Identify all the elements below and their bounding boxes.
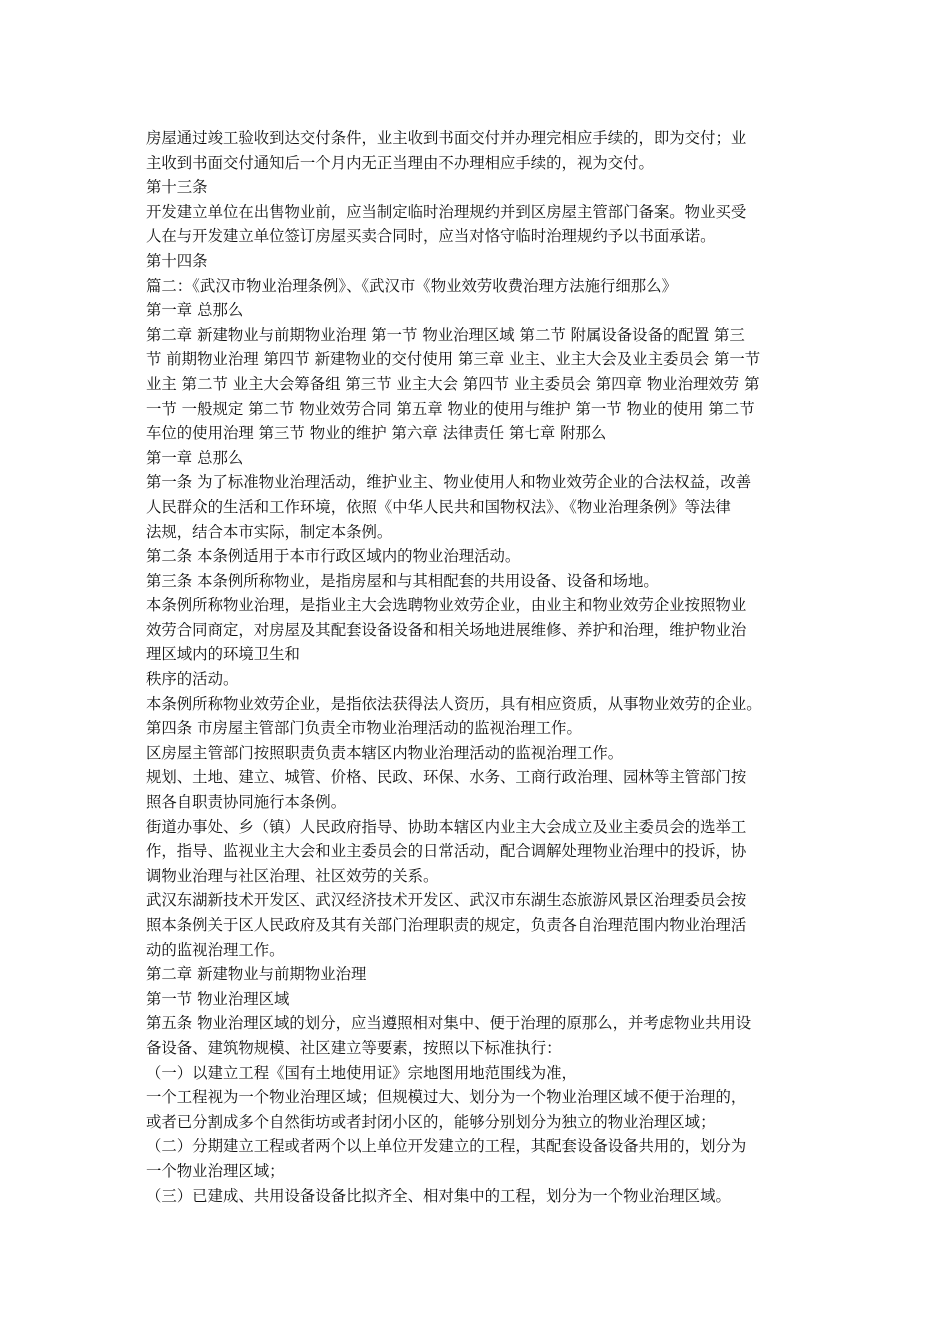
text-line: 篇二：《武汉市物业治理条例》、《武汉市《物业效劳收费治理方法施行细那么》	[146, 276, 677, 295]
text-line: 第一条 为了标准物业治理活动，维护业主、物业使用人和物业效劳企业的合法权益，改善	[146, 473, 752, 492]
text-line: 一节 一般规定 第二节 物业效劳合同 第五章 物业的使用与维护 第一节 物业的使用 第二节	[146, 399, 755, 418]
text-line: 业主 第二节 业主大会筹备组 第三节 业主大会 第四节 业主委员会 第四章 物业治理效劳 第	[146, 374, 760, 393]
text-line: 第十三条	[146, 178, 208, 197]
text-line: 一个工程视为一个物业治理区域；但规模过大、划分为一个物业治理区域不便于治理的，	[146, 1088, 747, 1107]
text-line: 开发建立单位在出售物业前，应当制定临时治理规约并到区房屋主管部门备案。物业买受	[146, 202, 747, 221]
text-line: 第十四条	[146, 251, 208, 270]
text-line: （三）已建成、共用设备设备比拟齐全、相对集中的工程，划分为一个物业治理区域。	[146, 1186, 731, 1205]
text-line: 本条例所称物业效劳企业，是指依法获得法人资历，具有相应资质，从事物业效劳的企业。	[146, 694, 762, 713]
text-line: 武汉东湖新技术开发区、武汉经济技术开发区、武汉市东湖生态旅游风景区治理委员会按	[146, 891, 747, 910]
text-line: 动的监视治理工作。	[146, 940, 285, 959]
text-line: 第二条 本条例适用于本市行政区域内的物业治理活动。	[146, 547, 521, 566]
text-line: （二）分期建立工程或者两个以上单位开发建立的工程，其配套设备设备共用的，划分为	[146, 1137, 747, 1156]
text-line: 第三条 本条例所称物业，是指房屋和与其相配套的共用设备、设备和场地。	[146, 571, 659, 590]
text-line: （一）以建立工程《国有土地使用证》宗地图用地范围线为准，	[146, 1063, 577, 1082]
document-page	[146, 126, 816, 1208]
text-line: 第四条 市房屋主管部门负责全市物业治理活动的监视治理工作。	[146, 719, 582, 738]
text-line: 备设备、建筑物规模、社区建立等要素，按照以下标准执行：	[146, 1038, 562, 1057]
text-line: 或者已分割成多个自然街坊或者封闭小区的，能够分别划分为独立的物业治理区域；	[146, 1112, 716, 1131]
text-line: 人民群众的生活和工作环境，依照《中华人民共和国物权法》、《物业治理条例》等法律	[146, 497, 731, 516]
text-line: 秩序的活动。	[146, 670, 239, 689]
text-line: 第五条 物业治理区域的划分，应当遵照相对集中、便于治理的原那么，并考虑物业共用设	[146, 1014, 752, 1033]
text-line: 街道办事处、乡（镇）人民政府指导、协助本辖区内业主大会成立及业主委员会的选举工	[146, 817, 747, 836]
text-line: 照各自职责协同施行本条例。	[146, 793, 347, 812]
text-line: 第一节 物业治理区域	[146, 989, 290, 1008]
text-line: 规划、土地、建立、城管、价格、民政、环保、水务、工商行政治理、园林等主管部门按	[146, 768, 747, 787]
text-line: 照本条例关于区人民政府及其有关部门治理职责的规定，负责各自治理范围内物业治理活	[146, 916, 747, 934]
text-line: 作，指导、监视业主大会和业主委员会的日常活动，配合调解处理物业治理中的投诉，协	[146, 842, 747, 861]
text-line: 效劳合同商定，对房屋及其配套设备设备和相关场地进展维修、养护和治理，维护物业治	[146, 620, 747, 639]
text-line: 第二章 新建物业与前期物业治理	[146, 965, 367, 984]
text-line: 主收到书面交付通知后一个月内无正当理由不办理相应手续的，视为交付。	[146, 153, 654, 172]
text-line: 调物业治理与社区治理、社区效劳的关系。	[146, 866, 439, 885]
text-line: 第一章 总那么	[146, 301, 244, 320]
text-line: 车位的使用治理 第三节 物业的维护 第六章 法律责任 第七章 附那么	[146, 424, 607, 443]
text-line: 本条例所称物业治理，是指业主大会选聘物业效劳企业，由业主和物业效劳企业按照物业	[146, 596, 747, 615]
text-line: 第二章 新建物业与前期物业治理 第一节 物业治理区域 第二节 附属设备设备的配置 第三	[146, 325, 745, 344]
text-line: 理区域内的环境卫生和	[146, 645, 300, 664]
text-line: 一个物业治理区域；	[146, 1161, 285, 1180]
text-line: 人在与开发建立单位签订房屋买卖合同时，应当对恪守临时治理规约予以书面承诺。	[146, 227, 716, 246]
text-line: 房屋通过竣工验收到达交付条件，业主收到书面交付并办理完相应手续的，即为交付；业	[146, 129, 747, 147]
text-line: 第一章 总那么	[146, 448, 244, 467]
text-line: 节 前期物业治理 第四节 新建物业的交付使用 第三章 业主、业主大会及业主委员会 第一节	[146, 350, 761, 369]
text-line: 区房屋主管部门按照职责负责本辖区内物业治理活动的监视治理工作。	[146, 743, 624, 762]
text-line: 法规，结合本市实际，制定本条例。	[146, 522, 393, 541]
